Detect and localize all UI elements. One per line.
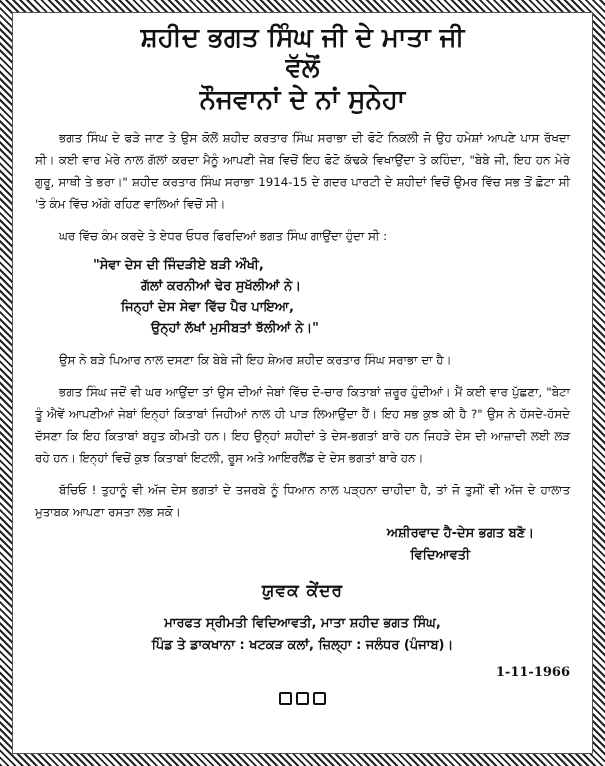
- centre-name: ਯੁਵਕ ਕੇਂਦਰ: [261, 581, 344, 601]
- address-line-2: ਪਿੰਡ ਤੇ ਡਾਕਖਾਨਾ : ਖਟਕੜ ਕਲਾਂ, ਜ਼ਿਲ੍ਹਾ : ਜਲੰਧਰ (ਪੰਜਾਬ)।: [151, 638, 454, 653]
- paragraph-2: ਘਰ ਵਿੱਚ ਕੰਮ ਕਰਦੇ ਤੇ ਏਧਰ ਓਧਰ ਫਿਰਦਿਆਂ ਭਗਤ ਸਿੰਘ ਗਾਉਂਦਾ ਹੁੰਦਾ ਸੀ :: [59, 229, 388, 243]
- poem-line-4: ਉਨ੍ਹਾਂ ਲੱਖਾਂ ਮੁਸੀਬਤਾਂ ਝੱਲੀਆਂ ਨੇ।": [151, 321, 319, 336]
- address-line-1: ਮਾਰਫਤ ਸ੍ਰੀਮਤੀ ਵਿਦਿਆਵਤੀ, ਮਾਤਾ ਸ਼ਹੀਦ ਭਗਤ ਸਿੰਘ,: [164, 616, 441, 631]
- paragraph-3: ਉਸ ਨੇ ਬੜੇ ਪਿਆਰ ਨਾਲ ਦਸਣਾ ਕਿ ਬੇਬੇ ਜੀ ਇਹ ਸ਼ੇਅਰ ਸ਼ਹੀਦ ਕਰਤਾਰ ਸਿੰਘ ਸਰਾਭਾ ਦਾ ਹੈ।: [59, 353, 452, 367]
- paragraph-5: ਬੱਚਿਓ ! ਤੁਹਾਨੂੰ ਵੀ ਅੱਜ ਦੇਸ ਭਗਤਾਂ ਦੇ ਤਜਰਬੇ ਨੂੰ ਧਿਆਨ ਨਾਲ ਪੜ੍ਹਨਾ ਚਾਹੀਦਾ ਹੈ, ਤਾਂ ਜੋ ਤੁਸੀਂ ਵੀ ਅੱਜ ਦੇ ਹਾਲਾਤ ਮੁਤਾਬਕ ਆਪਣਾ ਰਸਤਾ ਲਭ ਸਕੋ।: [35, 483, 570, 519]
- document-body: [12, 12, 593, 754]
- title-line-3: ਨੌਜਵਾਨਾਂ ਦੇ ਨਾਂ ਸੁਨੇਹਾ: [199, 85, 406, 115]
- poem: [93, 255, 570, 339]
- signature-blessing: ਅਸ਼ੀਰਵਾਦ ਹੈ-ਦੇਸ ਭਗਤ ਬਣੋ।: [386, 526, 534, 541]
- square-icon: [279, 692, 292, 705]
- poem-line-2: ਗੱਲਾਂ ਕਰਨੀਆਂ ਢੇਰ ਸੁਖੱਲੀਆਂ ਨੇ।: [141, 279, 301, 294]
- poem-line-3: ਜਿਨ੍ਹਾਂ ਦੇਸ ਸੇਵਾ ਵਿੱਚ ਪੈਰ ਪਾਇਆ,: [121, 300, 294, 315]
- title-line-2: ਵੱਲੋਂ: [285, 53, 320, 83]
- square-icon: [296, 692, 309, 705]
- end-marker: [35, 692, 570, 709]
- paragraph-4: ਭਗਤ ਸਿੰਘ ਜਦੋਂ ਵੀ ਘਰ ਆਉਂਦਾ ਤਾਂ ਉਸ ਦੀਆਂ ਜੇਬਾਂ ਵਿੱਚ ਦੋ-ਚਾਰ ਕਿਤਾਬਾਂ ਜ਼ਰੂਰ ਹੁੰਦੀਆਂ। ਮੈਂ ਕਈ ਵਾਰ ਪੁੱਛਣਾ, "ਬੇਟਾ ਤੂੰ ਐਵੇਂ ਆਪਣੀਆਂ ਜੇਬਾਂ ਇਨ੍ਹਾਂ ਕਿਤਾਬਾਂ ਜਿਹੀਆਂ ਨਾਲ ਹੀ ਪਾੜ ਲਿਆਉਂਦਾ ਹੈਂ। ਇਹ ਸਭ ਕੁਝ ਕੀ ਹੈ ?" ਉਸ ਨੇ ਹੱਸਦੇ-ਹੱਸਦੇ ਦੱਸਣਾ ਕਿ ਇਹ ਕਿਤਾਬਾਂ ਬਹੁਤ ਕੀਮਤੀ ਹਨ। ਇਹ ਉਨ੍ਹਾਂ ਸ਼ਹੀਦਾਂ ਤੇ ਦੇਸ-ਭਗਤਾਂ ਬਾਰੇ ਹਨ ਜਿਹੜੇ ਦੇਸ ਦੀ ਆਜ਼ਾਦੀ ਲਈ ਲੜ ਰਹੇ ਹਨ। ਇਨ੍ਹਾਂ ਵਿਚੋਂ ਕੁਝ ਕਿਤਾਬਾਂ ਇਟਲੀ, ਰੂਸ ਅਤੇ ਆਇਰਲੈਂਡ ਦੇ ਦੇਸ ਭਗਤਾਂ ਬਾਰੇ ਹਨ।: [35, 385, 570, 465]
- poem-line-1: "ਸੇਵਾ ਦੇਸ ਦੀ ਜਿੰਦੜੀਏ ਬੜੀ ਔਖੀ,: [93, 258, 264, 273]
- paragraph-1: ਭਗਤ ਸਿੰਘ ਦੇ ਫੜੇ ਜਾਣ ਤੇ ਉਸ ਕੋਲੋਂ ਸ਼ਹੀਦ ਕਰਤਾਰ ਸਿੰਘ ਸਰਾਭਾ ਦੀ ਫੋਟੋ ਨਿਕਲੀ ਜੋ ਉਹ ਹਮੇਸ਼ਾਂ ਆਪਣੇ ਪਾਸ ਰੱਖਦਾ ਸੀ। ਕਈ ਵਾਰ ਮੇਰੇ ਨਾਲ ਗੱਲਾਂ ਕਰਦਾ ਮੈਨੂੰ ਆਪਣੀ ਜੇਬ ਵਿਚੋਂ ਇਹ ਫੋਟੋ ਕੱਢਕੇ ਵਿਖਾਉਂਦਾ ਤੇ ਕਹਿੰਦਾ, "ਬੇਬੇ ਜੀ, ਇਹ ਹਨ ਮੇਰੇ ਗੁਰੂ, ਸਾਥੀ ਤੇ ਭਰਾ।" ਸ਼ਹੀਦ ਕਰਤਾਰ ਸਿੰਘ ਸਰਾਭਾ 1914-15 ਦੇ ਗਦਰ ਪਾਰਟੀ ਦੇ ਸ਼ਹੀਦਾਂ ਵਿਚੋਂ ਉਮਰ ਵਿੱਚ ਸਭ ਤੋਂ ਛੋਟਾ ਸੀ 'ਤੇ ਕੰਮ ਵਿੱਚ ਅੱਗੇ ਰਹਿਣ ਵਾਲਿਆਂ ਵਿਚੋਂ ਸੀ।: [35, 131, 570, 211]
- document-date: 1-11-1966: [495, 665, 570, 680]
- signature-name: ਵਿਦਿਆਵਤੀ: [410, 548, 470, 563]
- title-line-1: ਸ਼ਹੀਦ ਭਗਤ ਸਿੰਘ ਜੀ ਦੇ ਮਾਤਾ ਜੀ: [140, 23, 465, 53]
- square-icon: [313, 692, 326, 705]
